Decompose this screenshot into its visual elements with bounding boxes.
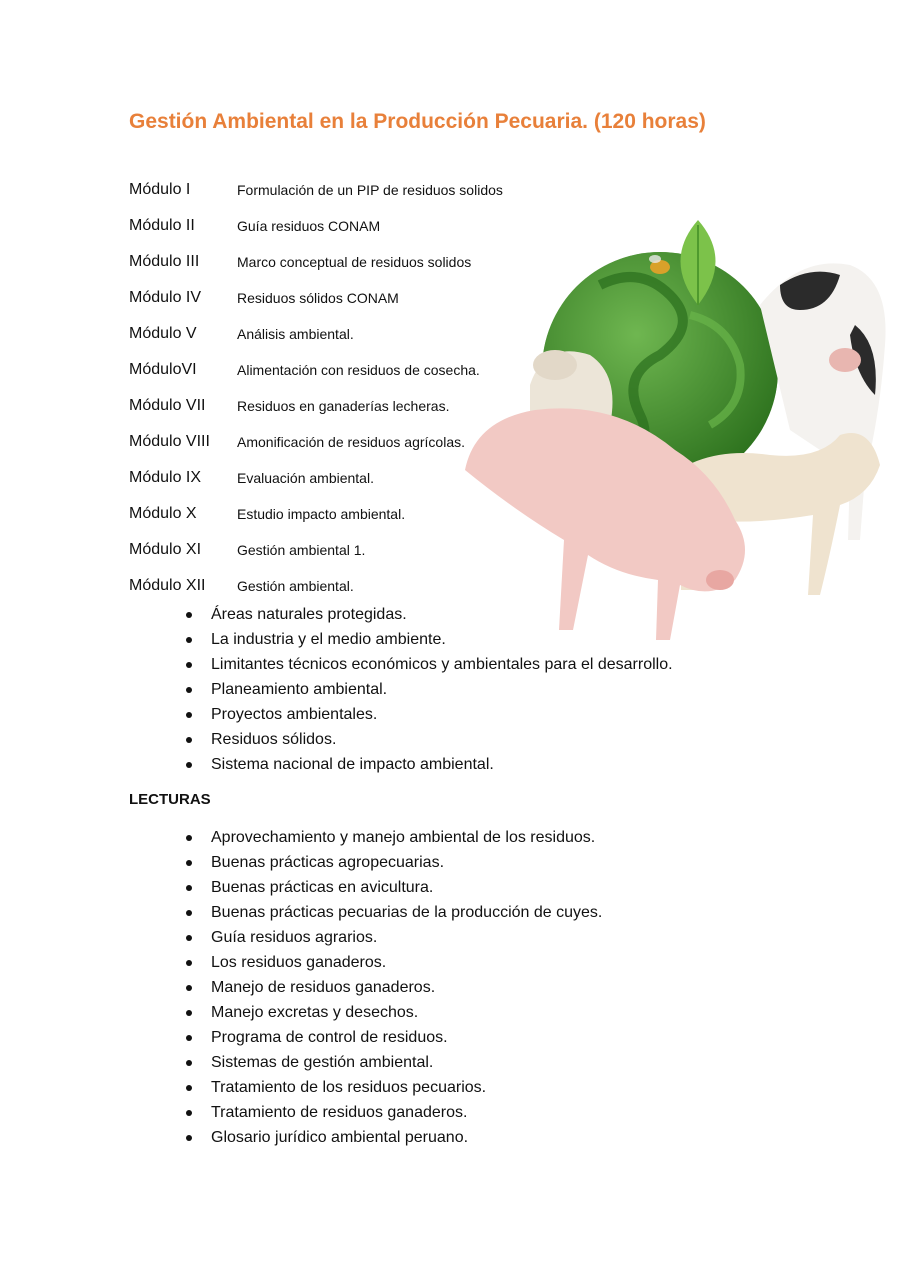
reading-item: Programa de control de residuos. (186, 1025, 602, 1050)
reading-item: Buenas prácticas agropecuarias. (186, 850, 602, 875)
module-title: Gestión ambiental. (237, 578, 354, 594)
reading-item: Guía residuos agrarios. (186, 925, 602, 950)
module-number: Módulo IV (129, 289, 202, 306)
topic-item: Planeamiento ambiental. (186, 677, 673, 702)
module-number: Módulo III (129, 253, 200, 270)
readings-heading: LECTURAS (129, 791, 211, 808)
module-number: Módulo IX (129, 469, 202, 486)
reading-item: Tratamiento de residuos ganaderos. (186, 1100, 602, 1125)
module-row (129, 280, 589, 316)
topic-item: La industria y el medio ambiente. (186, 627, 673, 652)
module-row (129, 388, 589, 424)
module-row (129, 568, 589, 604)
reading-item: Tratamiento de los residuos pecuarios. (186, 1075, 602, 1100)
reading-item: Buenas prácticas pecuarias de la producción de cuyes. (186, 900, 602, 925)
module-row (129, 496, 589, 532)
reading-item: Glosario jurídico ambiental peruano. (186, 1125, 602, 1150)
module-title: Estudio impacto ambiental. (237, 506, 406, 522)
module-row (129, 460, 589, 496)
module-title: Amonificación de residuos agrícolas. (237, 434, 466, 450)
reading-item: Aprovechamiento y manejo ambiental de los residuos. (186, 825, 602, 850)
module-title: Marco conceptual de residuos solidos (237, 254, 472, 270)
topic-list (186, 602, 673, 777)
module-number: Módulo I (129, 181, 191, 198)
page-title: Gestión Ambiental en la Producción Pecuaria. (120 horas) (129, 110, 706, 133)
topic-item: Proyectos ambientales. (186, 702, 673, 727)
module-title: Residuos sólidos CONAM (237, 290, 399, 306)
module-row (129, 208, 589, 244)
module-row (129, 172, 589, 208)
module-row (129, 424, 589, 460)
module-number: MóduloVI (129, 361, 197, 378)
module-title: Residuos en ganaderías lecheras. (237, 398, 450, 414)
module-number: Módulo VIII (129, 433, 210, 450)
topic-item: Áreas naturales protegidas. (186, 602, 673, 627)
topic-item: Residuos sólidos. (186, 727, 673, 752)
reading-item: Sistemas de gestión ambiental. (186, 1050, 602, 1075)
reading-item: Los residuos ganaderos. (186, 950, 602, 975)
readings-list (186, 825, 602, 1150)
module-title: Análisis ambiental. (237, 326, 354, 342)
module-number: Módulo II (129, 217, 195, 234)
module-number: Módulo X (129, 505, 197, 522)
module-number: Módulo XI (129, 541, 202, 558)
module-title: Gestión ambiental 1. (237, 542, 366, 558)
module-row (129, 352, 589, 388)
module-number: Módulo XII (129, 577, 206, 594)
module-title: Alimentación con residuos de cosecha. (237, 362, 480, 378)
module-row (129, 532, 589, 568)
reading-item: Manejo excretas y desechos. (186, 1000, 602, 1025)
module-title: Guía residuos CONAM (237, 218, 381, 234)
module-number: Módulo VII (129, 397, 206, 414)
topic-item: Sistema nacional de impacto ambiental. (186, 752, 673, 777)
module-row (129, 316, 589, 352)
reading-item: Manejo de residuos ganaderos. (186, 975, 602, 1000)
module-title: Formulación de un PIP de residuos solidos (237, 182, 503, 198)
module-title: Evaluación ambiental. (237, 470, 374, 486)
module-number: Módulo V (129, 325, 197, 342)
module-list (129, 172, 589, 604)
module-row (129, 244, 589, 280)
topic-item: Limitantes técnicos económicos y ambientales para el desarrollo. (186, 652, 673, 677)
reading-item: Buenas prácticas en avicultura. (186, 875, 602, 900)
